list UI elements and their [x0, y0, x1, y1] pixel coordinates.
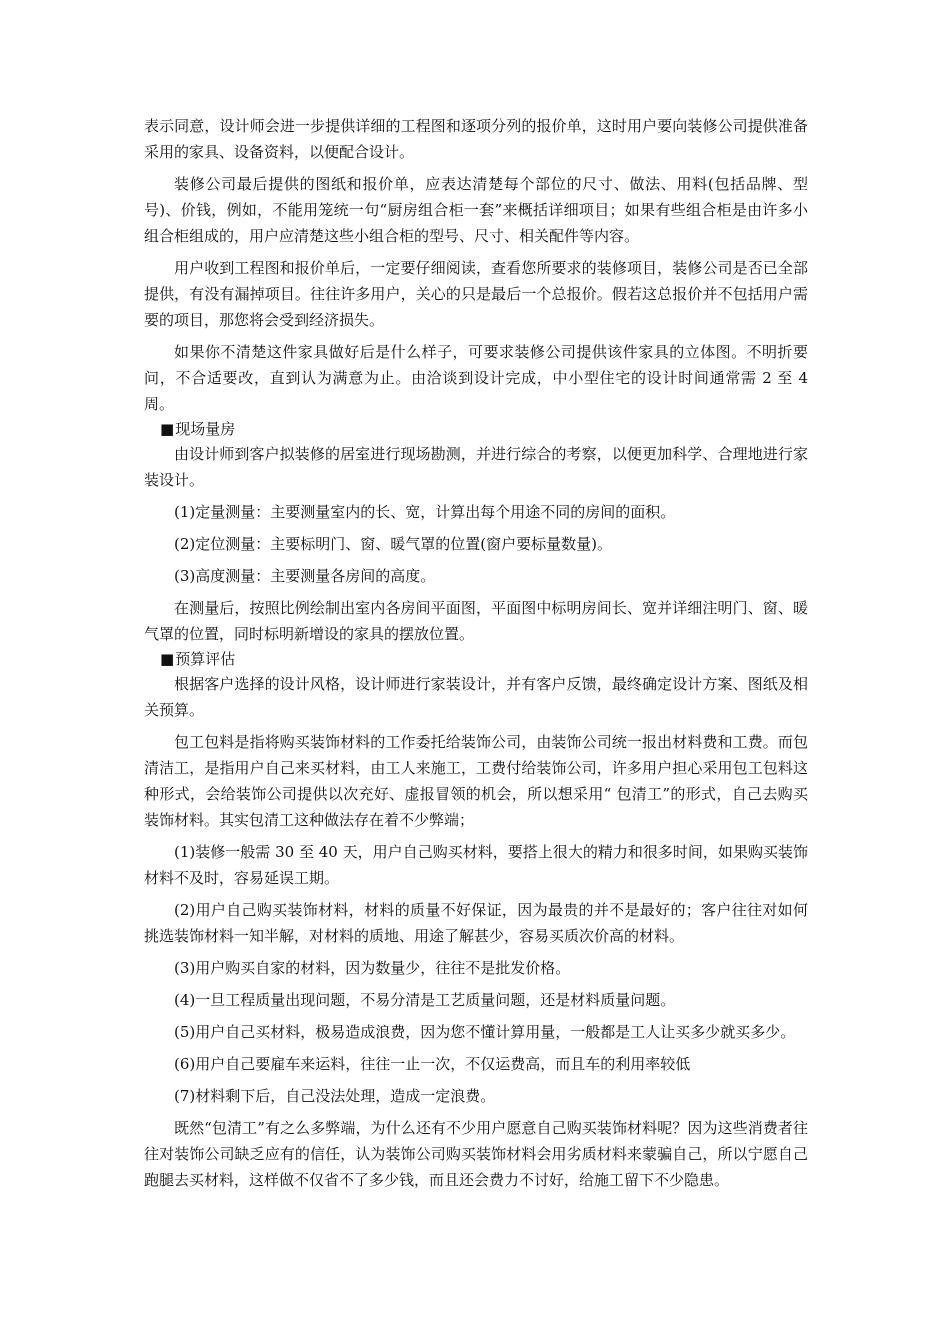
list-item: (3)用户购买自家的材料，因为数量少，往往不是批发价格。 — [174, 959, 571, 977]
paragraph-continuation: 表示同意，设计师会进一步提供详细的工程图和逐项分列的报价单，这时用户要向装修公司提供准备采用的家具、设备资料，以便配合设计。 — [144, 117, 808, 161]
square-bullet-icon: ■ — [160, 420, 175, 438]
section-heading-budget — [144, 647, 808, 671]
list-item: (5)用户自己买材料，极易造成浪费，因为您不懂计算用量，一般都是工人让买多少就买多少。 — [174, 1023, 796, 1041]
section-title: 预算评估 — [175, 650, 236, 668]
list-item: (1)装修一般需 30 至 40 天，用户自己购买材料，要搭上很大的精力和很多时间，如果购买装饰材料不及时，容易延误工期。 — [144, 843, 808, 887]
list-item: (2)定位测量：主要标明门、窗、暖气罩的位置(窗户要标量数量)。 — [174, 535, 612, 553]
section-intro: 根据客户选择的设计风格，设计师进行家装设计，并有客户反馈，最终确定设计方案、图纸及相关预算。 — [144, 675, 808, 719]
paragraph-review-drawings: 用户收到工程图和报价单后，一定要仔细阅读，查看您所要求的装修项目，装修公司是否已全部提供，有没有漏掉项目。往往许多用户，关心的只是最后一个总报价。假若这总报价并不包括用户需要的项目，那您将会受到经济损失。 — [144, 259, 808, 329]
list-item: (4)一旦工程质量出现问题，不易分清是工艺质量问题，还是材料质量问题。 — [174, 991, 676, 1009]
section-intro: 由设计师到客户拟装修的居室进行现场勘测，并进行综合的考察，以便更加科学、合理地进行家装设计。 — [144, 445, 808, 489]
paragraph-quotation-details: 装修公司最后提供的图纸和报价单，应表达清楚每个部位的尺寸、做法、用料(包括品牌、型号)、价钱，例如，不能用笼统一句“厨房组合柜一套”来概括详细项目；如果有些组合柜是由许多小组合柜组成的，用户应清楚这些小组合柜的型号、尺寸、相关配件等内容。 — [144, 175, 808, 245]
list-item: (2)用户自己购买装饰材料，材料的质量不好保证，因为最贵的并不是最好的；客户往往对如何挑选装饰材料一知半解，对材料的质地、用途了解甚少，容易买质次价高的材料。 — [144, 901, 808, 945]
list-item: (6)用户自己要雇车来运料，往往一止一次，不仅运费高，而且车的利用率较低 — [174, 1055, 691, 1073]
list-item: (1)定量测量：主要测量室内的长、宽，计算出每个用途不同的房间的面积。 — [174, 503, 676, 521]
section-heading-site-measure — [144, 417, 808, 441]
list-item: (3)高度测量：主要测量各房间的高度。 — [174, 567, 436, 585]
document-page — [144, 113, 808, 1199]
paragraph-conclusion: 既然“包清工”有之么多弊端，为什么还有不少用户愿意自己购买装饰材料呢？因为这些消费者往往对装饰公司缺乏应有的信任，认为装饰公司购买装饰材料会用劣质材料来蒙骗自己，所以宁愿自己跑腿去买材料，这样做不仅省不了多少钱，而且还会费力不讨好，给施工留下不少隐患。 — [144, 1119, 808, 1189]
list-item: (7)材料剩下后，自己没法处理，造成一定浪费。 — [174, 1087, 496, 1105]
paragraph-contract-types: 包工包料是指将购买装饰材料的工作委托给装饰公司，由装饰公司统一报出材料费和工费。而包清洁工，是指用户自己来买材料，由工人来施工，工费付给装饰公司，许多用户担心采用包工包料这种形式，会给装饰公司提供以次充好、虚报冒领的机会，所以想采用“ 包清工”的形式，自己去购买装饰材料。其实包清工这种做法存在着不少弊端； — [144, 733, 808, 829]
square-bullet-icon: ■ — [160, 650, 175, 668]
paragraph-furniture-3d: 如果你不清楚这件家具做好后是什么样子，可要求装修公司提供该件家具的立体图。不明折要问，不合适要改，直到认为满意为止。由洽谈到设计完成，中小型住宅的设计时间通常需 2 至 4 周。 — [144, 343, 808, 413]
section-title: 现场量房 — [175, 420, 236, 438]
section-outro: 在测量后，按照比例绘制出室内各房间平面图，平面图中标明房间长、宽并详细注明门、窗、暖气罩的位置，同时标明新增设的家具的摆放位置。 — [144, 599, 808, 643]
